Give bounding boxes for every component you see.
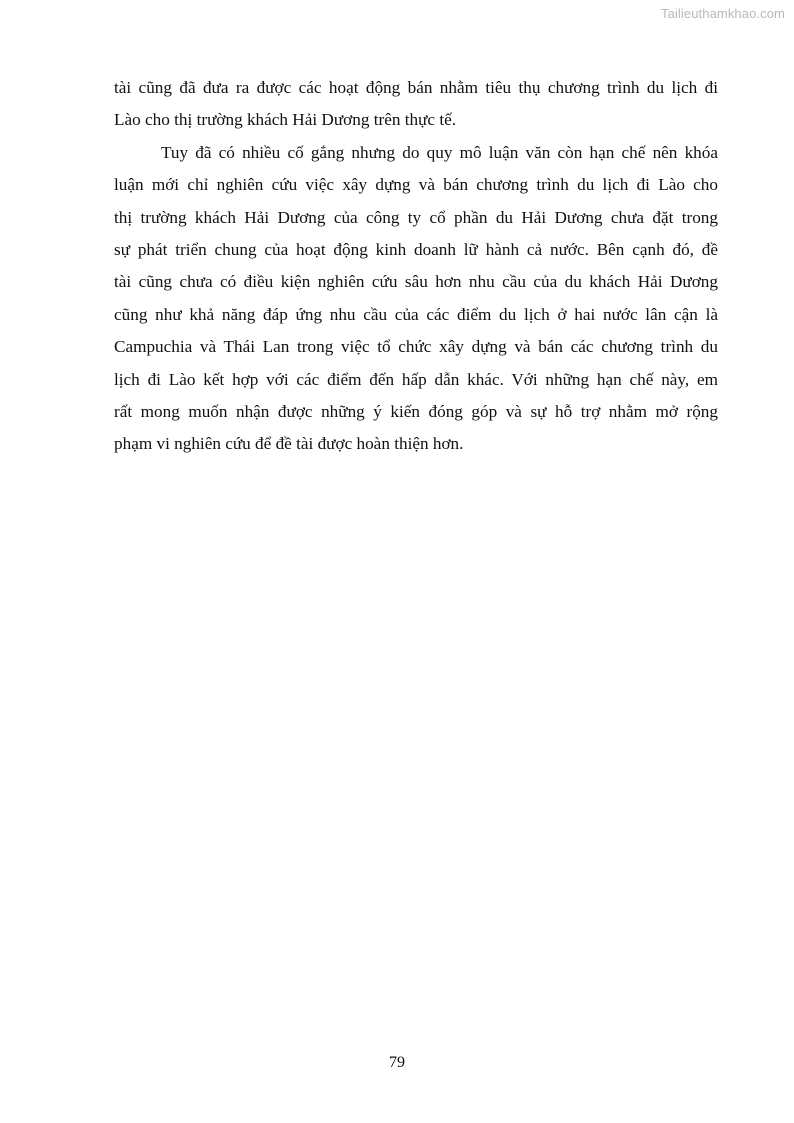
watermark-text: Tailieuthamkhao.com bbox=[660, 6, 785, 21]
text-line: Campuchia và Thái Lan trong việc tổ chức xây dựng và bán các chương trình du bbox=[114, 337, 718, 357]
page-number: 79 bbox=[389, 1054, 405, 1071]
text-line: thị trường khách Hải Dương của công ty cổ phần du Hải Dương chưa đặt trong bbox=[114, 207, 718, 227]
text-line: phạm vi nghiên cứu để đề tài được hoàn thiện hơn. bbox=[114, 434, 464, 454]
paragraph-1 bbox=[114, 72, 718, 137]
text-line: Tuy đã có nhiều cố gắng nhưng do quy mô luận văn còn hạn chế nên khóa bbox=[161, 142, 718, 162]
document-body bbox=[114, 72, 718, 461]
text-line: tài cũng chưa có điều kiện nghiên cứu sâu hơn nhu cầu của du khách Hải Dương bbox=[114, 272, 718, 292]
paragraph-2 bbox=[114, 137, 718, 461]
text-line: Lào cho thị trường khách Hải Dương trên thực tế. bbox=[114, 110, 457, 130]
text-line: cũng như khả năng đáp ứng nhu cầu của các điểm du lịch ở hai nước lân cận là bbox=[114, 304, 718, 324]
text-line: tài cũng đã đưa ra được các hoạt động bán nhằm tiêu thụ chương trình du lịch đi bbox=[114, 78, 718, 97]
text-line: lịch đi Lào kết hợp với các điểm đến hấp dẫn khác. Với những hạn chế này, em bbox=[114, 369, 718, 389]
text-line: rất mong muốn nhận được những ý kiến đóng góp và sự hỗ trợ nhằm mở rộng bbox=[114, 401, 718, 421]
text-line: sự phát triển chung của hoạt động kinh doanh lữ hành cả nước. Bên cạnh đó, đề bbox=[114, 239, 718, 259]
text-line: luận mới chỉ nghiên cứu việc xây dựng và bán chương trình du lịch đi Lào cho bbox=[114, 175, 718, 195]
